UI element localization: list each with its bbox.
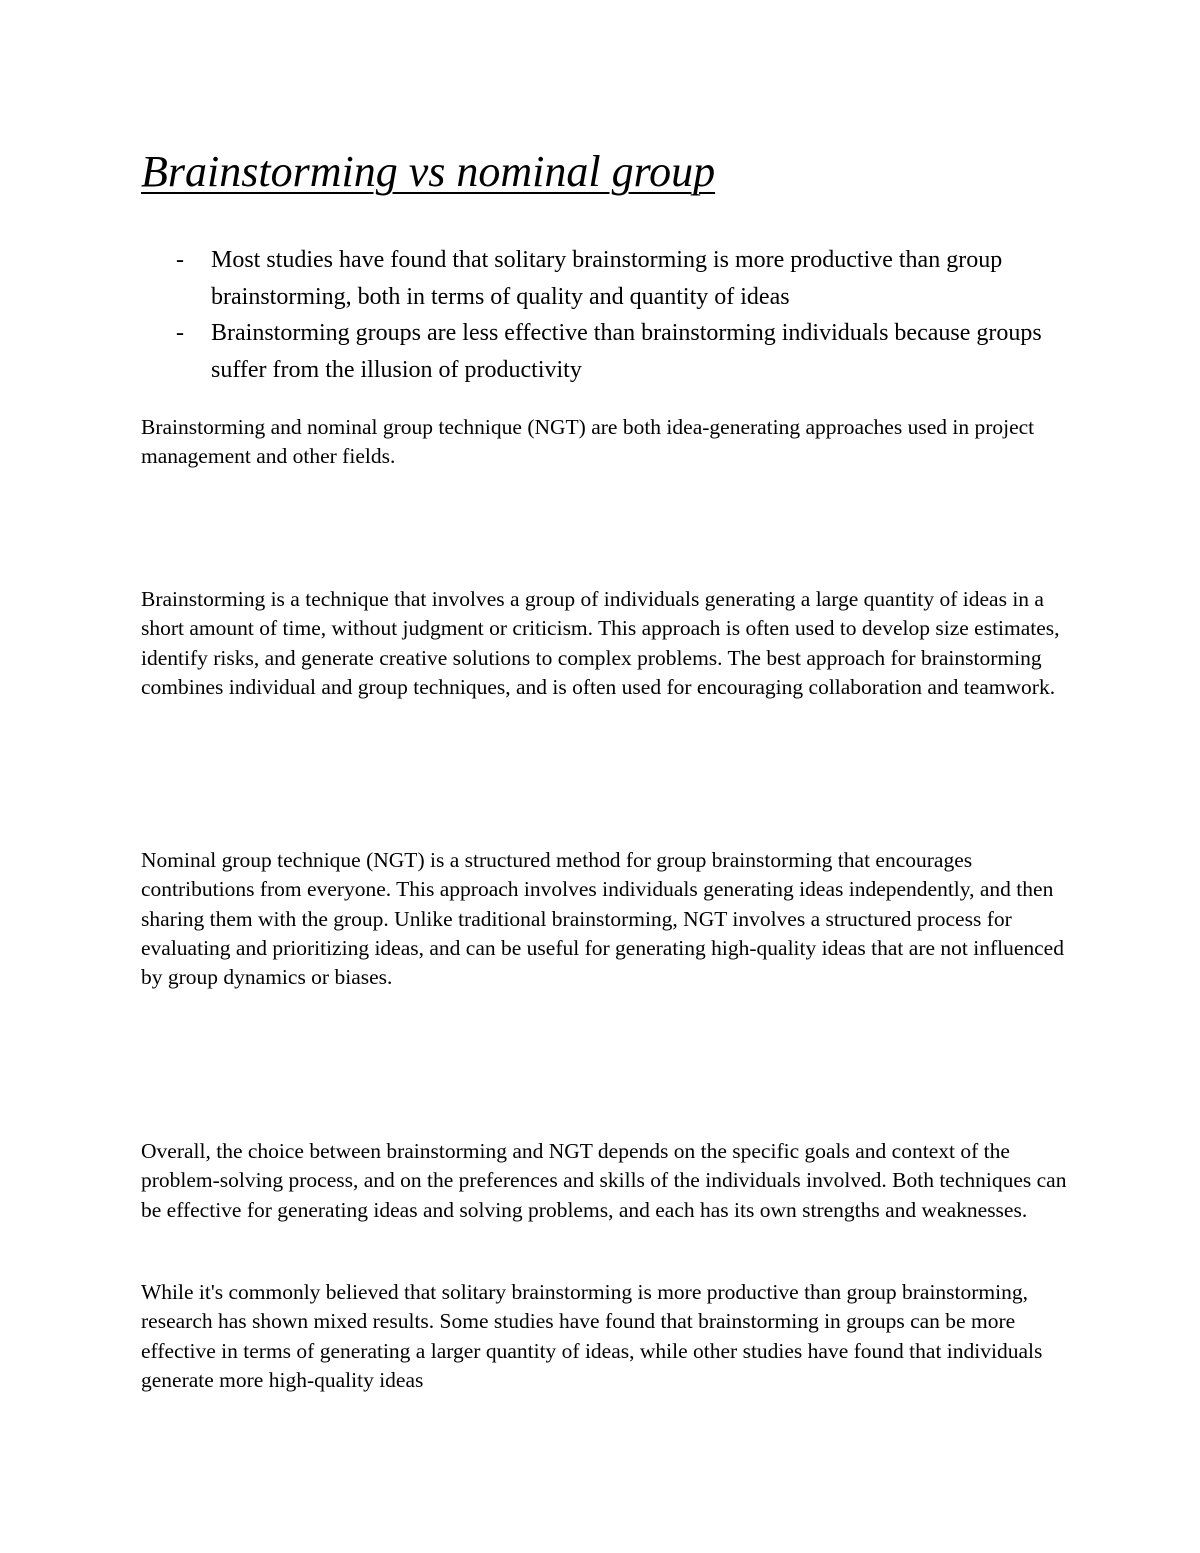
bullet-marker: - <box>176 247 184 273</box>
overall-paragraph: Overall, the choice between brainstorming and NGT depends on the specific goals and context of the problem-solving process, and on the preferences and skills of the individuals involved. Both techniques can be effective for generating ideas and solving problems, and each has its own strengths and weaknesses. <box>141 1139 1067 1222</box>
intro-paragraph: Brainstorming and nominal group technique (NGT) are both idea-generating approaches used in project management and other fields. <box>141 415 1035 469</box>
bullet-item <box>141 242 1071 315</box>
ngt-paragraph: Nominal group technique (NGT) is a structured method for group brainstorming that encourages contributions from everyone. This approach involves individuals generating ideas independently, and then sharing them with the group. Unlike traditional brainstorming, NGT involves a structured process for evaluating and prioritizing ideas, and can be useful for generating high-quality ideas that are not influenced by group dynamics or biases. <box>141 848 1064 990</box>
bullet-marker: - <box>176 320 184 346</box>
bullet-list <box>141 242 1071 388</box>
bullet-text: Most studies have found that solitary brainstorming is more productive than group brainstorming, both in terms of quality and quantity of ideas <box>211 247 1003 310</box>
brainstorming-paragraph: Brainstorming is a technique that involves a group of individuals generating a large quantity of ideas in a short amount of time, without judgment or criticism. This approach is often used to develop size estimates, identify risks, and generate creative solutions to complex problems. The best approach for brainstorming combines individual and group techniques, and is often used for encouraging collaboration and teamwork. <box>141 587 1060 699</box>
bullet-item <box>141 315 1071 388</box>
research-paragraph: While it's commonly believed that solitary brainstorming is more productive than group brainstorming, research has shown mixed results. Some studies have found that brainstorming in groups can be more effective in terms of generating a larger quantity of ideas, while other studies have found that individuals generate more high-quality ideas <box>141 1280 1043 1392</box>
document-title: Brainstorming vs nominal group <box>141 147 716 196</box>
bullet-text: Brainstorming groups are less effective than brainstorming individuals because groups suffer from the illusion of productivity <box>211 320 1042 383</box>
